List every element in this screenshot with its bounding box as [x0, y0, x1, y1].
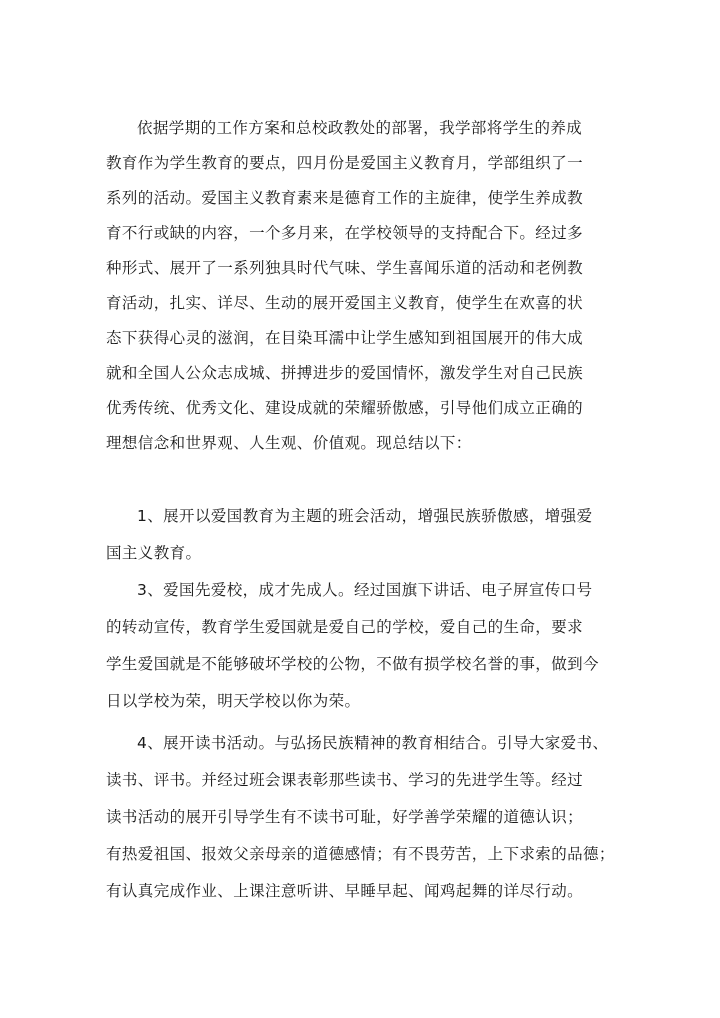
item3-line-3: 学生爱国就是不能够破坏学校的公物，不做有损学校名誉的事，做到今 [106, 655, 599, 673]
intro-line-8: 就和全国人公众志成城、拼搏进步的爱国情怀，激发学生对自己民族 [106, 364, 584, 382]
intro-line-2: 教育作为学生教育的要点，四月份是爱国主义教育月，学部组织了一 [106, 154, 584, 172]
item3-line-2: 的转动宣传，教育学生爱国就是爱自己的学校，爱自己的生命，要求 [106, 618, 584, 636]
intro-line-7: 态下获得心灵的滋润，在目染耳濡中让学生感知到祖国展开的伟大成 [106, 329, 584, 347]
intro-line-3: 系列的活动。爱国主义教育素来是德育工作的主旋律，使学生养成教 [106, 189, 584, 207]
intro-line-6: 育活动，扎实、详尽、生动的展开爱国主义教育，使学生在欢喜的状 [106, 294, 584, 312]
intro-line-10: 理想信念和世界观、人生观、价值观。现总结以下： [106, 434, 472, 452]
item4-line-5: 有认真完成作业、上课注意听讲、早睡早起、闻鸡起舞的详尽行动。 [106, 882, 584, 900]
item3-line-1: 3、爱国先爱校，成才先成人。经过国旗下讲话、电子屏宣传口号 [137, 581, 593, 599]
item4-line-2: 读书、评书。并经过班会课表彰那些读书、学习的先进学生等。经过 [106, 771, 584, 789]
intro-line-9: 优秀传统、优秀文化、建设成就的荣耀骄傲感，引导他们成立正确的 [106, 399, 584, 417]
item4-line-4: 有热爱祖国、报效父亲母亲的道德感情；有不畏劳苦，上下求索的品德； [106, 845, 615, 863]
intro-line-1: 依据学期的工作方案和总校政教处的部署，我学部将学生的养成 [137, 119, 583, 137]
item3-line-4: 日以学校为荣，明天学校以你为荣。 [106, 692, 361, 710]
item4-line-1: 4、展开读书活动。与弘扬民族精神的教育相结合。引导大家爱书、 [137, 734, 609, 752]
intro-line-4: 育不行或缺的内容，一个多月来，在学校领导的支持配合下。经过多 [106, 224, 584, 242]
intro-line-5: 种形式、展开了一系列独具时代气味、学生喜闻乐道的活动和老例教 [106, 259, 584, 277]
item4-line-3: 读书活动的展开引导学生有不读书可耻，好学善学荣耀的道德认识； [106, 808, 584, 826]
item1-line-2: 国主义教育。 [106, 544, 202, 562]
item1-line-1: 1、展开以爱国教育为主题的班会活动，增强民族骄傲感，增强爱 [137, 507, 593, 525]
